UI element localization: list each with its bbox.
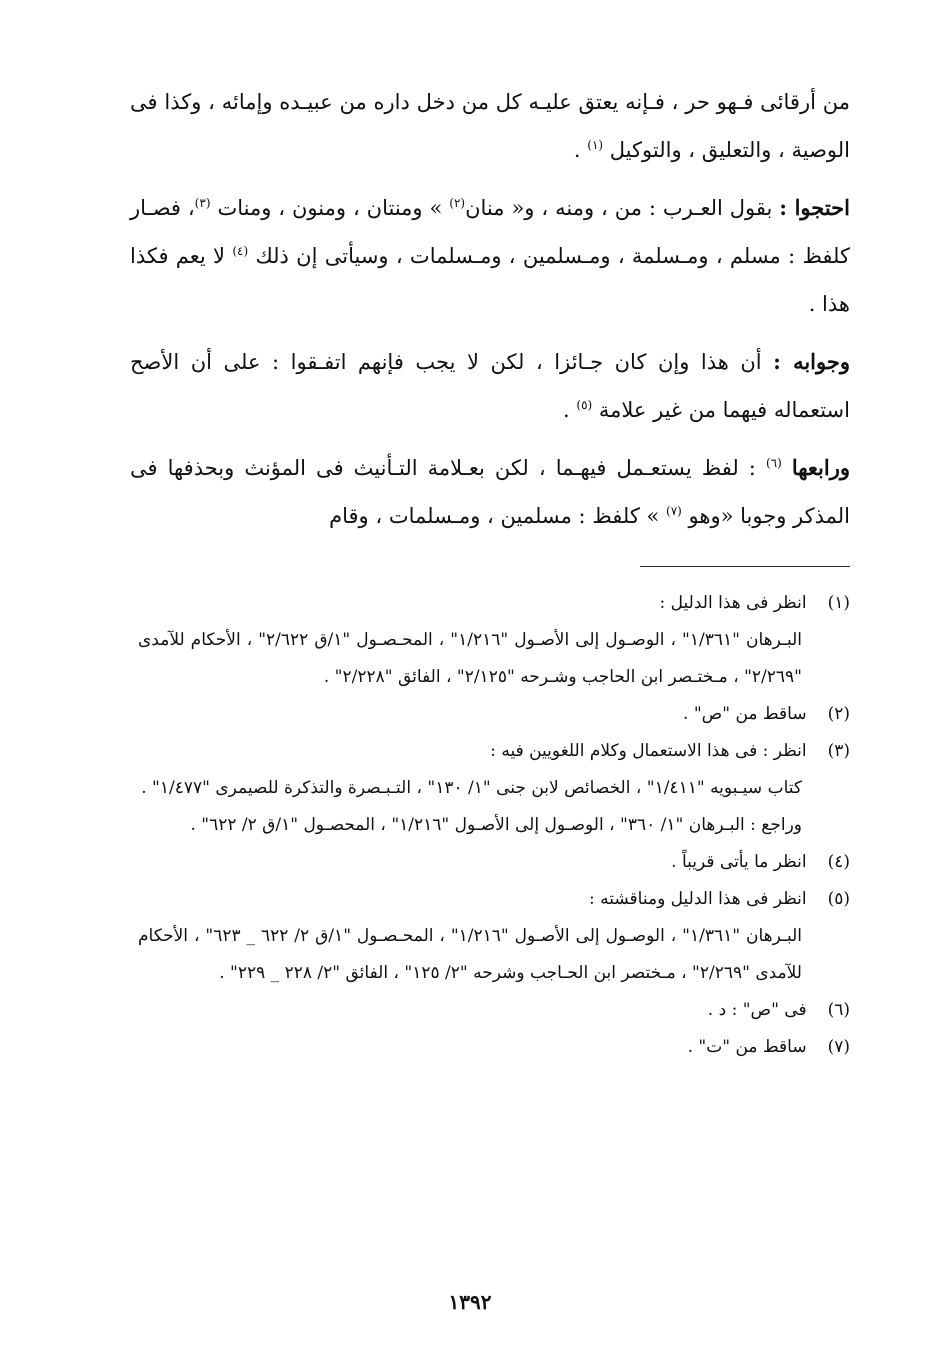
paragraph-4-lead: ورابعها [791,455,850,480]
footnote-text: فى "ص" : د . [707,1000,807,1020]
footnote-number: (٦) [827,1000,850,1020]
paragraph-3 [130,338,850,434]
footnote-ref-6: (٦) [765,456,782,470]
footnote-ref-7: (٧) [666,504,682,518]
footnote-ref-4: (٤) [232,244,249,258]
footnote-1 [130,585,850,622]
paragraph-3-end: . [563,398,570,422]
footnote-heading: انظر : فى هذا الاستعمال وكلام اللغويين فيه : [490,741,807,761]
footnote-text: ساقط من "ص" . [683,704,807,724]
footnotes [130,585,850,1066]
footnote-3 [130,733,850,770]
footnote-text: ساقط من "ت" . [687,1037,807,1057]
paragraph-4-text-a: : لفظ يستعـمل فيهـما ، لكن بعـلامة التـأنيث فى المؤنث وبحذفها فى المذكر وجوبا «وهو [130,456,850,528]
paragraph-2-text-a: بقول العـرب : من ، ومنه ، و« منان [465,196,780,220]
footnote-2 [130,696,850,733]
footnote-separator [640,566,850,567]
footnote-ref-1: (١) [587,138,604,152]
paragraph-4 [130,444,850,540]
footnote-number: (٥) [827,889,850,909]
footnote-number: (٧) [827,1037,850,1057]
footnote-3-body-b: وراجع : البـرهان "١/ ٣٦٠" ، الوصـول إلى الأصـول "١/٢١٦" ، المحصـول "١/ق ٢/ ٦٢٢" . [190,815,802,835]
paragraph-1-text: من أرقائى فـهو حر ، فـإنه يعتق عليـه كل من دخل داره من عبيـده وإمائه ، وكذا فى الوصية ، والتعليق ، والتوكيل [130,90,850,162]
paragraph-2-text-b: » ومنتان ، ومنون ، ومنات [217,196,450,220]
footnote-1-body: البـرهان "١/٣٦١" ، الوصـول إلى الأصـول "١/٢١٦" ، المحـصـول "١/ق ٢/٦٢٢" ، الأحكام للآمدى "٢/٢٦٩" ، مـختـصر ابن الحاجب وشـرحه "٢/١٢٥" ، الفائق "٢/٢٢٨" . [138,630,802,687]
footnote-6 [130,992,850,1029]
footnote-ref-2: (٢) [449,196,466,210]
footnote-heading: انظر فى هذا الدليل ومناقشته : [588,889,807,909]
footnote-3-body-a: كتاب سيـبويه "١/٤١١" ، الخصائص لابن جنى "١/ ١٣٠" ، التـبـصرة والتذكرة للصيمرى "١/٤٧٧" . [141,778,802,798]
footnote-number: (١) [827,593,850,613]
paragraph-3-text: أن هذا وإن كان جـائزا ، لكن لا يجب فإنهم اتفـقوا : على أن الأصح استعماله فيهما من غير علامة [130,350,850,422]
paragraph-1-end: . [573,138,581,162]
footnote-7 [130,1029,850,1066]
footnote-ref-3: (٣) [194,196,211,210]
paragraph-3-lead: وجوابه : [773,349,850,374]
main-text [130,78,850,550]
footnote-5 [130,881,850,918]
paragraph-2-text-c: ، فصـار كلفظ : مسلم ، ومـسلمة ، ومـسلمين ، ومـسلمات ، وسيأتى إن ذلك [130,196,850,268]
paragraph-4-text-b: » كلفظ : مسلمين ، ومـسلمات ، وقام [329,504,667,528]
paragraph-2-text-d: لا يعم فكذا هذا . [130,244,850,316]
page-number: ١٣٩٢ [448,1290,492,1314]
footnote-5-body: البـرهان "١/٣٦١" ، الوصـول إلى الأصـول "١/٢١٦" ، المحـصـول "١/ق ٢/ ٦٢٢ _ ٦٢٣" ، الأحكام للآمدى "٢/٢٦٩" ، مـختصر ابن الحـاجب وشرحه "٢/ ١٢٥" ، الفائق "٢/ ٢٢٨ _ ٢٢٩" . [138,926,803,983]
paragraph-1 [130,78,850,174]
paragraph-2-lead: احتجوا : [779,195,850,220]
footnote-number: (٢) [827,704,850,724]
paragraph-2 [130,184,850,328]
footnote-ref-5: (٥) [576,398,593,412]
footnote-number: (٤) [827,852,850,872]
footnote-heading: انظر فى هذا الدليل : [659,593,807,613]
footnote-number: (٣) [827,741,850,761]
footnote-4 [130,844,850,881]
footnote-text: انظر ما يأتى قريباً . [671,852,807,872]
